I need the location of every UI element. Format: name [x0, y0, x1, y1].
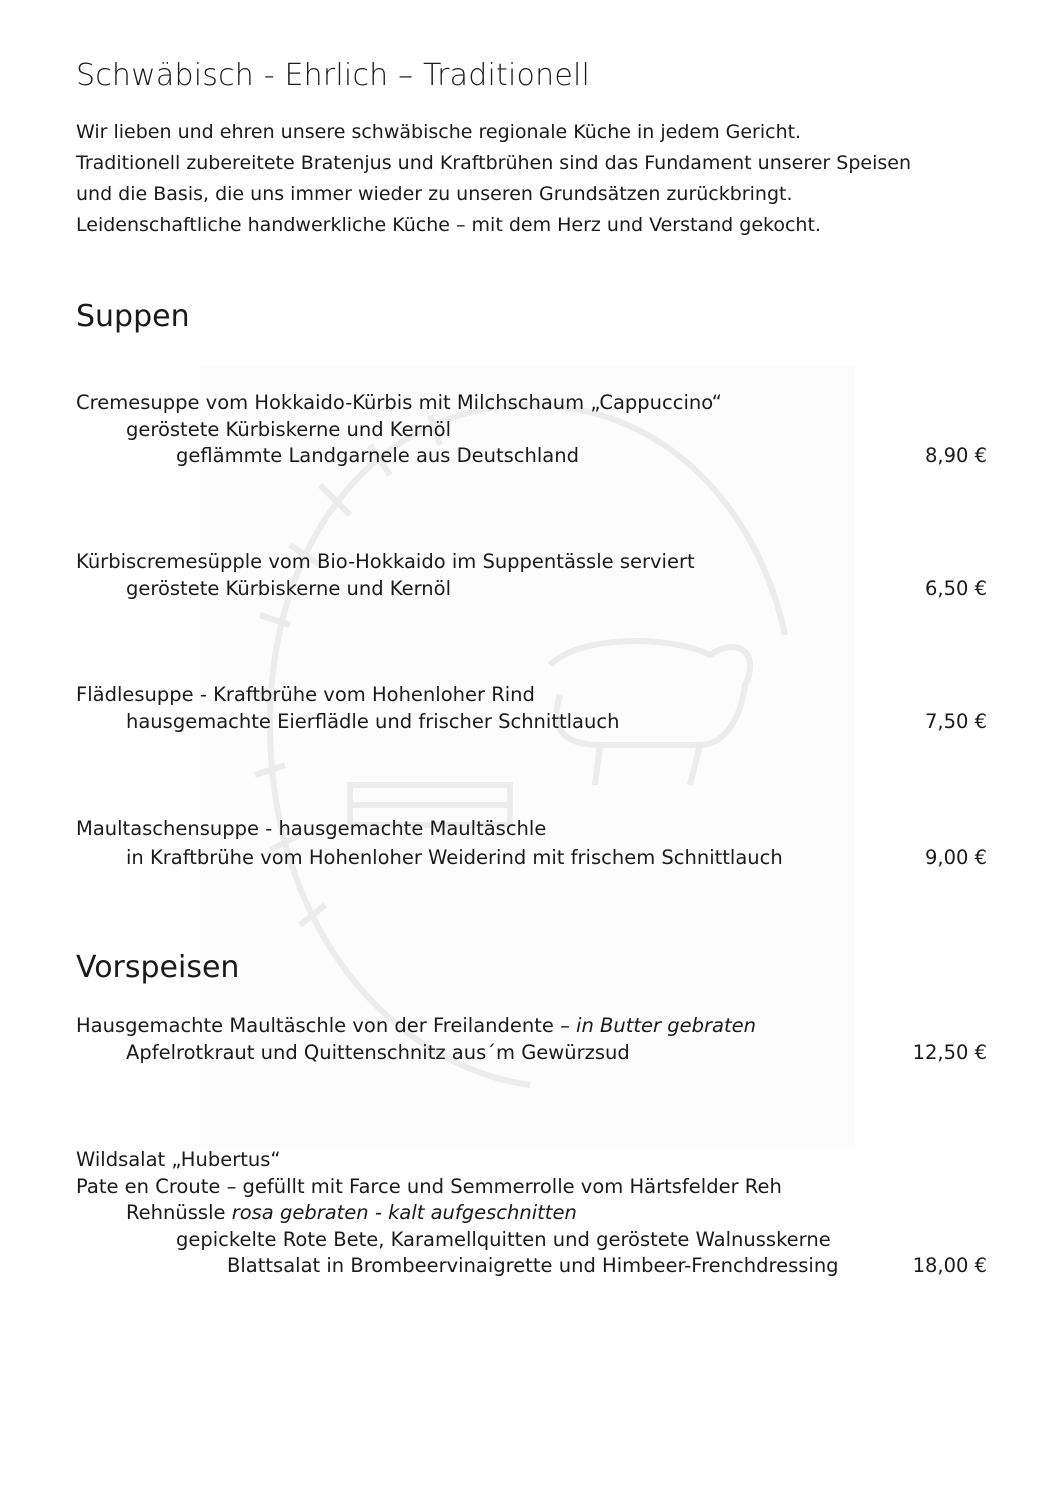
menu-item-title: Cremesuppe vom Hokkaido-Kürbis mit Milchschaum „Cappuccino“: [76, 391, 722, 414]
intro-line: Traditionell zubereitete Bratenjus und Kraftbrühen sind das Fundament unserer Speisen: [76, 152, 911, 174]
intro-text: [76, 117, 911, 241]
menu-item-detail: hausgemachte Eierflädle und frischer Schnittlauch: [126, 710, 620, 733]
section-heading-vorspeisen: Vorspeisen: [76, 950, 240, 985]
menu-item-price: 7,50 €: [924, 710, 987, 733]
intro-line: Leidenschaftliche handwerkliche Küche – mit dem Herz und Verstand gekocht.: [76, 214, 821, 236]
menu-item-detail: [126, 1201, 577, 1224]
menu-item-subtitle: Pate en Croute – gefüllt mit Farce und Semmerrolle vom Härtsfelder Reh: [76, 1175, 782, 1198]
menu-item-detail: gepickelte Rote Bete, Karamellquitten und geröstete Walnusskerne: [176, 1228, 831, 1251]
menu-item-title: Maultaschensuppe - hausgemachte Maultäschle: [76, 817, 547, 840]
menu-item-detail: geröstete Kürbiskerne und Kernöl: [126, 418, 451, 441]
menu-item-price: 18,00 €: [912, 1254, 987, 1277]
menu-item-detail-italic: rosa gebraten - kalt aufgeschnitten: [231, 1201, 577, 1224]
menu-item-price: 8,90 €: [924, 444, 987, 467]
menu-item-detail: in Kraftbrühe vom Hohenloher Weiderind mit frischem Schnittlauch: [126, 846, 783, 869]
menu-item-price: 12,50 €: [912, 1041, 987, 1064]
intro-line: Wir lieben und ehren unsere schwäbische regionale Küche in jedem Gericht.: [76, 121, 802, 143]
intro-line: und die Basis, die uns immer wieder zu unseren Grundsätzen zurückbringt.: [76, 183, 793, 205]
menu-item-title: Kürbiscremesüpple vom Bio-Hokkaido im Suppentässle serviert: [76, 550, 695, 573]
menu-item-detail: Apfelrotkraut und Quittenschnitz aus´m Gewürzsud: [126, 1041, 630, 1064]
menu-item-title-italic: in Butter gebraten: [576, 1014, 756, 1037]
menu-item-title: [76, 1014, 756, 1037]
menu-item-detail-main: Rehnüssle: [126, 1201, 232, 1224]
menu-item-price: 6,50 €: [924, 577, 987, 600]
menu-item-title: Flädlesuppe - Kraftbrühe vom Hohenloher Rind: [76, 683, 535, 706]
menu-item-detail: Blattsalat in Brombeervinaigrette und Himbeer-Frenchdressing: [227, 1254, 839, 1277]
menu-item-title: Wildsalat „Hubertus“: [76, 1148, 281, 1171]
menu-item-detail: geflämmte Landgarnele aus Deutschland: [176, 444, 579, 467]
menu-item-title-main: Hausgemachte Maultäschle von der Freilandente –: [76, 1014, 577, 1037]
menu-item-detail: geröstete Kürbiskerne und Kernöl: [126, 577, 451, 600]
section-heading-suppen: Suppen: [76, 299, 190, 334]
menu-item-price: 9,00 €: [924, 846, 987, 869]
page-title: Schwäbisch - Ehrlich – Traditionell: [76, 58, 591, 93]
